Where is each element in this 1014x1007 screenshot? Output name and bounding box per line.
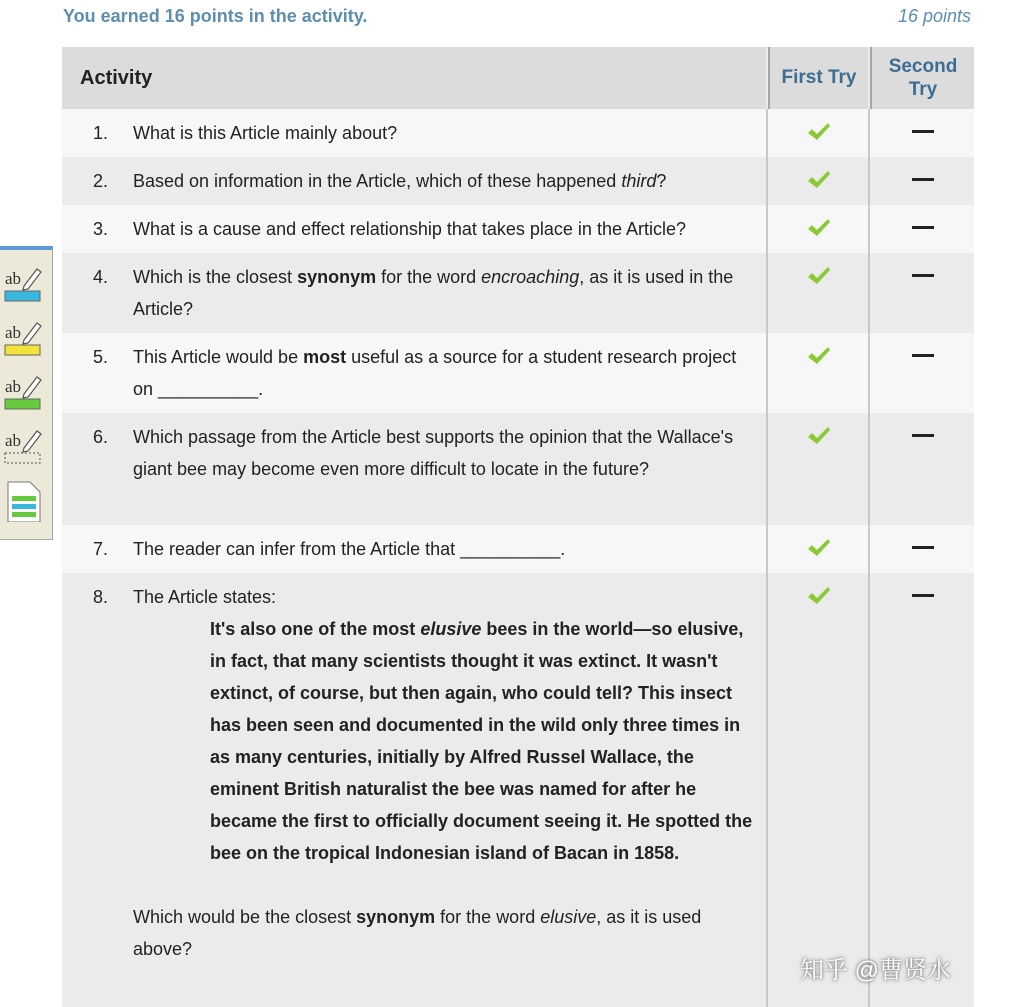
score-points: 16 points [897,6,971,26]
table-row [62,333,974,413]
highlight-blue-tool-icon[interactable] [4,264,44,306]
no-attempt-dash [912,354,934,357]
question-text [133,581,758,965]
checkmark-icon [807,122,831,142]
column-divider [868,109,870,1007]
question-text-part: encroaching [481,267,580,287]
question-text-part: Which passage from the Article best supports the opinion that the Wallace's giant bee may become even more difficult to locate in the future? [133,427,734,479]
question-text-part: for the word [376,267,482,287]
no-attempt-dash [912,594,934,597]
question-text-part: The reader can infer from the Article that __________. [133,539,566,559]
question-text-part: What is a cause and effect relationship that takes place in the Article? [133,219,686,239]
question-text-part: This Article would be [133,347,304,367]
question-number: 4. [92,267,108,287]
tool-label: ab [5,431,22,450]
notes-tool-icon[interactable] [4,480,44,522]
checkmark-icon [807,218,831,238]
watermark: 知乎 @曹贤水 [800,957,952,984]
question-text-part: What is this Article mainly about? [133,123,398,143]
highlight-yellow-tool-icon[interactable] [4,318,44,360]
tool-label: ab [5,323,22,342]
table-row [62,525,974,573]
question-intro: The Article states: [133,587,277,607]
question-text-part: synonym [297,267,377,287]
question-text-part: for the word [435,907,541,927]
question-number: 8. [92,587,108,607]
question-text-part: most [303,347,347,367]
question-text-part: useful as a source for a student research project on __________. [133,347,737,399]
question-text [133,117,758,149]
question-text-part: ? [656,171,667,191]
question-prompt [133,901,758,965]
tool-label: ab [5,377,22,396]
checkmark-icon [807,426,831,446]
annotation-toolbar [0,246,53,540]
question-number: 7. [92,539,108,559]
question-text [133,533,758,565]
column-divider [766,109,768,1007]
checkmark-icon [807,586,831,606]
question-number: 3. [92,219,108,239]
no-attempt-dash [912,130,934,133]
tool-label: ab [5,269,22,288]
question-text [133,165,758,197]
question-text-part: elusive [540,907,597,927]
question-text-part: third [621,171,657,191]
question-number: 1. [92,123,108,143]
table-row [62,253,974,333]
checkmark-icon [807,538,831,558]
article-quote [210,613,758,869]
header-second-try-line1: Second [888,56,958,77]
checkmark-icon [807,346,831,366]
question-text-part: synonym [356,907,436,927]
question-text [133,341,758,405]
table-row [62,205,974,253]
question-text [133,421,758,485]
no-attempt-dash [912,274,934,277]
question-text-part: , as it is used above? [133,907,702,959]
no-attempt-dash [912,226,934,229]
results-table [62,47,974,1007]
header-activity [62,47,766,109]
question-text [133,261,758,325]
table-row [62,109,974,157]
question-text-part: Which is the closest [133,267,298,287]
question-text-part: , as it is used in the Article? [133,267,734,319]
highlight-clear-tool-icon[interactable] [4,426,44,468]
score-summary-text: You earned 16 points in the activity. [63,6,368,26]
header-activity-label: Activity [80,67,153,89]
question-number: 5. [92,347,108,367]
highlight-green-tool-icon[interactable] [4,372,44,414]
checkmark-icon [807,266,831,286]
header-first-try [768,47,868,109]
no-attempt-dash [912,434,934,437]
header-second-try-line2: Try [908,79,938,100]
question-number: 2. [92,171,108,191]
question-number: 6. [92,427,108,447]
question-text [133,213,758,245]
table-row [62,573,974,1007]
no-attempt-dash [912,546,934,549]
question-text-part: Which would be the closest [133,907,357,927]
no-attempt-dash [912,178,934,181]
question-text-part: Based on information in the Article, which of these happened [133,171,622,191]
header-second-try [870,47,974,109]
table-row [62,413,974,525]
question-text-part: It's also one of the most [210,619,421,639]
checkmark-icon [807,170,831,190]
question-text-part: elusive [420,619,482,639]
header-first-try-label: First Try [781,67,857,88]
table-row [62,157,974,205]
question-text-part: bees in the world—so elusive, in fact, that many scientists thought it was extinct. It wasn't extinct, of course, but then again, who could tell? This insect has been seen and documented in the wild only three times in as many centuries, initially by Alfred Russel Wallace, the eminent British naturalist the bee was named for after he became the first to officially document seeing it. He spotted the bee on the tropical Indonesian island of Bacan in 1858. [210,619,753,863]
header-second-try-label [872,55,974,101]
